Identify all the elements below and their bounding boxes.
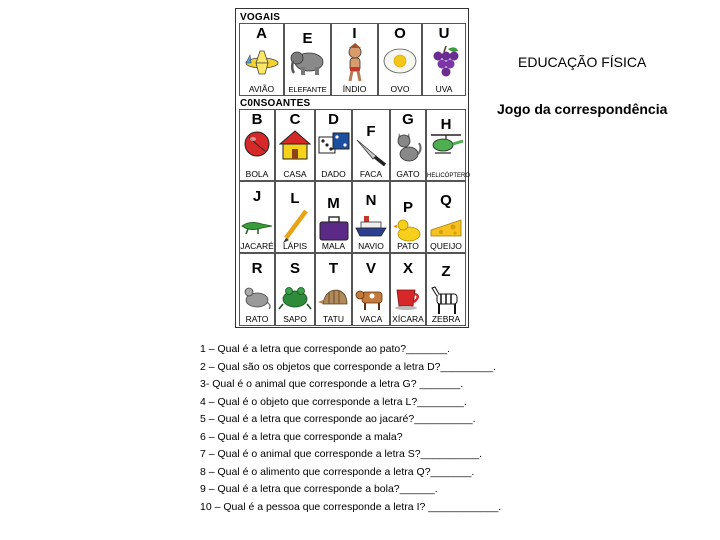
frog-icon	[278, 284, 312, 310]
question-3: 3- Qual é o animal que corresponde a letra G? _______.	[200, 378, 464, 390]
consonants-title: C0NSOANTES	[240, 98, 311, 109]
consonant-cell-l	[275, 181, 315, 253]
word-helicoptero: HELICÓPTERO	[427, 173, 471, 179]
vowel-cell-e	[284, 23, 331, 96]
word-casa: CASA	[283, 169, 307, 179]
word-tatu: TATU	[323, 314, 344, 324]
consonant-cell-m	[315, 181, 352, 253]
consonant-cell-p	[390, 181, 426, 253]
word-bola: BOLA	[245, 169, 269, 179]
letter-l: L	[290, 190, 300, 207]
letter-g: G	[402, 111, 414, 128]
cheese-icon	[429, 212, 463, 240]
question-10: 10 – Qual é a pessoa que corresponde a letra I? ____________.	[200, 500, 502, 513]
suitcase-icon	[318, 216, 350, 242]
word-queijo: QUEIJO	[430, 241, 462, 251]
consonant-cell-z	[426, 253, 466, 326]
word-indio: ÍNDIO	[342, 84, 367, 94]
letter-f: F	[366, 123, 376, 140]
ball-icon	[242, 129, 272, 159]
word-dado: DADO	[321, 169, 346, 179]
word-xicara: XÍCARA	[392, 314, 424, 324]
alligator-icon	[240, 214, 274, 238]
vowel-cell-u	[422, 23, 466, 96]
activity-heading: Jogo da correspondência	[497, 101, 668, 117]
letter-a: A	[256, 25, 267, 42]
grapes-icon	[426, 43, 462, 79]
dice-icon	[317, 129, 351, 159]
word-uva: UVA	[435, 84, 453, 94]
helicopter-icon	[427, 129, 465, 159]
letter-n: N	[365, 192, 377, 209]
letter-u: U	[438, 25, 450, 42]
house-icon	[278, 129, 312, 161]
consonant-cell-v	[352, 253, 390, 326]
consonant-cell-r	[239, 253, 275, 326]
word-elefante: ELEFANTE	[288, 85, 327, 94]
consonant-cell-q	[426, 181, 466, 253]
pencil-icon	[280, 208, 310, 244]
vowel-cell-i	[331, 23, 378, 96]
letter-h: H	[440, 116, 452, 133]
subject-heading: EDUCAÇÃO FÍSICA	[518, 54, 647, 70]
word-pato: PATO	[397, 241, 419, 251]
word-sapo: SAPO	[283, 314, 307, 324]
native-boy-icon	[337, 43, 373, 83]
letter-e: E	[302, 30, 313, 47]
letter-b: B	[251, 111, 263, 128]
word-jacare: JACARÉ	[240, 241, 274, 251]
consonant-cell-f	[352, 109, 390, 181]
letter-p: P	[402, 199, 413, 216]
word-faca: FACA	[359, 169, 383, 179]
word-navio: NAVIO	[358, 241, 384, 251]
word-gato: GATO	[396, 169, 420, 179]
knife-icon	[354, 136, 388, 166]
consonant-cell-b	[239, 109, 275, 181]
question-list	[200, 341, 530, 516]
word-rato: RATO	[245, 314, 269, 324]
word-lapis: LÁPIS	[282, 241, 308, 251]
vowel-cell-o	[378, 23, 422, 96]
egg-icon	[381, 43, 419, 77]
alphabet-chart	[235, 8, 469, 328]
word-ovo: OVO	[390, 84, 410, 94]
letter-i: I	[352, 25, 357, 42]
question-2: 2 – Qual são os objetos que corresponde a letra D?_________.	[200, 360, 496, 373]
letter-o: O	[394, 25, 406, 42]
question-8: 8 – Qual é o alimento que corresponde a letra Q?_______.	[200, 465, 475, 478]
cup-icon	[393, 286, 423, 312]
question-7: 7 – Qual é o animal que corresponde a letra S?__________.	[200, 448, 482, 460]
vowel-cell-a	[239, 23, 284, 96]
question-1: 1 – Qual é a letra que corresponde ao pato?_______.	[200, 343, 450, 355]
consonant-cell-n	[352, 181, 390, 253]
duck-icon	[393, 216, 423, 244]
question-6: 6 – Qual é a letra que corresponde a mala?	[200, 430, 403, 443]
consonant-cell-t	[315, 253, 352, 326]
letter-v: V	[365, 260, 376, 277]
question-9: 9 – Qual é a letra que corresponde a bola?______.	[200, 483, 438, 495]
consonant-cell-x	[390, 253, 426, 326]
word-zebra: ZEBRA	[431, 314, 461, 324]
question-5: 5 – Qual é a letra que corresponde ao jacaré?__________.	[200, 413, 476, 425]
consonant-cell-j	[239, 181, 275, 253]
letter-t: T	[328, 260, 339, 277]
letter-m: M	[327, 195, 340, 212]
letter-x: X	[402, 260, 413, 277]
zebra-icon	[429, 284, 463, 316]
consonant-cell-d	[315, 109, 352, 181]
consonant-cell-c	[275, 109, 315, 181]
letter-q: Q	[440, 192, 452, 209]
elephant-icon	[287, 43, 329, 79]
cow-icon	[354, 284, 388, 312]
word-mala: MALA	[321, 241, 346, 251]
question-4: 4 – Qual é o objeto que corresponde a letra L?________.	[200, 395, 467, 408]
vowels-title: VOGAIS	[240, 12, 281, 23]
word-aviao: AVIÃO	[248, 84, 275, 94]
cat-icon	[393, 129, 423, 163]
consonant-cell-s	[275, 253, 315, 326]
letter-s: S	[289, 260, 300, 277]
mouse-icon	[241, 284, 273, 310]
letter-r: R	[251, 260, 263, 277]
word-vaca: VACA	[359, 314, 383, 324]
letter-j: J	[252, 188, 262, 205]
letter-c: C	[289, 111, 301, 128]
armadillo-icon	[317, 284, 351, 310]
ship-icon	[354, 212, 388, 240]
consonant-cell-g	[390, 109, 426, 181]
airplane-icon	[242, 43, 282, 79]
letter-d: D	[328, 111, 339, 128]
consonant-cell-h	[426, 109, 471, 181]
letter-z: Z	[441, 263, 451, 280]
